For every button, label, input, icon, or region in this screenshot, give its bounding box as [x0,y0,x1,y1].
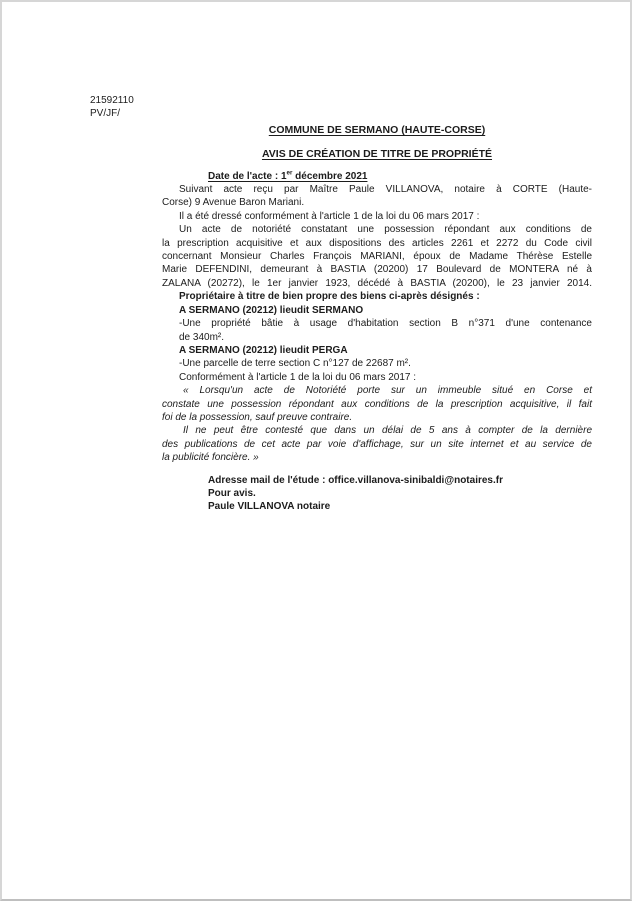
notice-title: AVIS DE CRÉATION DE TITRE DE PROPRIÉTÉ [261,148,493,161]
line-lieudit-sermano [162,304,592,317]
document-line [208,170,592,183]
document-line: A SERMANO (20212) lieudit PERGA [179,344,348,356]
superscript-text: er [286,169,293,177]
line-parcelle [162,357,592,370]
document-line: Paule VILLANOVA notaire [208,501,331,513]
document-line: -Une parcelle de terre section C n°127 de 22687 m². [179,358,411,370]
document-line: la prescription acquisitive et aux dispositions des articles 2261 et 2272 du Code civil [162,237,592,249]
document-line: la publicité foncière. » [162,452,259,464]
document-line: Il ne peut être contesté que dans un délai de 5 ans à compter de la dernière [183,425,592,437]
document-line: de 340m². [179,331,225,343]
document-line: Propriétaire à titre de bien propre des biens ci-après désignés : [179,291,480,303]
text-part: décembre 2021 [292,170,368,182]
document-line: concernant Monsieur Charles François MARIANI, époux de Madame Thérèse Estelle [162,251,592,263]
document-body [162,170,592,514]
para-acte-notoriete [162,223,592,290]
document-line: A SERMANO (20212) lieudit SERMANO [179,304,364,316]
para-citation-2 [162,424,592,464]
date-line [162,170,592,183]
document-line: Suivant acte reçu par Maître Paule VILLANOVA, notaire à CORTE (Haute- [179,184,592,196]
document-line: constate une possession répondant aux conditions de la prescription acquisitive, il fait [162,398,592,410]
para-acte-recu [162,183,592,210]
para-dresse [162,210,592,223]
file-number: 21592110 [90,95,134,106]
document-line: foi de la possession, sauf preuve contraire. [162,411,353,423]
document-line: Corse) 9 Avenue Baron Mariani. [162,197,305,209]
commune-title: COMMUNE DE SERMANO (HAUTE-CORSE) [268,123,486,136]
block-signature [162,474,592,514]
document-content [162,124,592,514]
text-part: Date de l'acte : 1 [208,170,287,182]
document-line: ZALANA (20272), le 1er janvier 1923, décédé à BASTIA (20200), le 23 janvier 2014. [162,277,592,289]
line-conformement [162,371,592,384]
para-propriete-batie [162,317,592,344]
document-line: Marie DEFENDINI, demeurant à BASTIA (20200) 17 Boulevard de MONTERA né à [162,264,592,276]
clerk-initials: PV/JF/ [90,108,121,120]
document-line: « Lorsqu'un acte de Notoriété porte sur un immeuble situé en Corse et [183,385,592,397]
para-citation-1 [162,384,592,424]
document-line: Conformément à l'article 1 de la loi du 06 mars 2017 : [179,371,417,383]
document-line: Adresse mail de l'étude : office.villanova-sinibaldi@notaires.fr [208,474,503,486]
document-line: -Une propriété bâtie à usage d'habitation section B n°371 d'une contenance [179,318,592,330]
line-lieudit-perga [162,344,592,357]
document-line: Pour avis. [208,487,256,499]
document-line: des publications de cet acte par voie d'affichage, sur un site internet et au service de [162,438,592,450]
reference-block [90,94,630,121]
document-line: Il a été dressé conformément à l'article 1 de la loi du 06 mars 2017 : [179,210,480,222]
line-proprietaire [162,290,592,303]
document-line: Un acte de notoriété constatant une possession répondant aux conditions de [179,224,592,236]
